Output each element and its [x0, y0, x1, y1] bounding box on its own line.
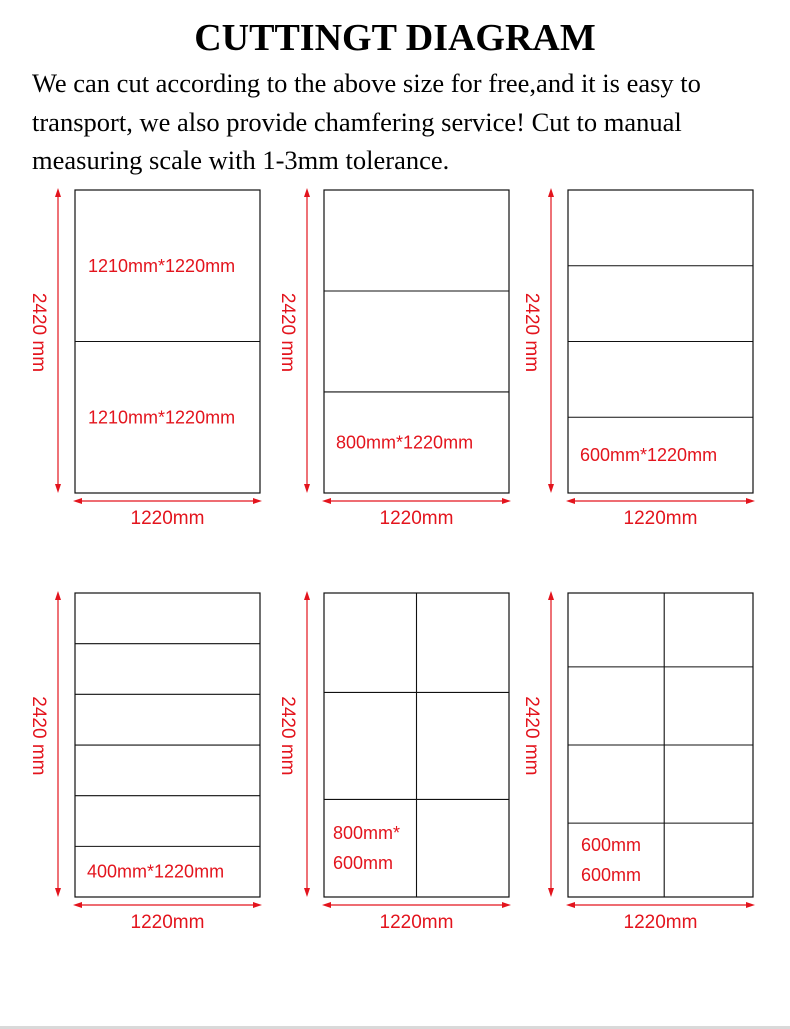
arrow-left-icon: [566, 498, 575, 504]
width-dimension-label: 1220mm: [130, 912, 205, 933]
arrow-down-icon: [55, 888, 61, 897]
arrow-down-icon: [55, 484, 61, 493]
arrow-down-icon: [304, 484, 310, 493]
arrow-down-icon: [548, 484, 554, 493]
piece-size-label: 600mm: [581, 865, 642, 886]
arrow-right-icon: [746, 498, 755, 504]
height-dimension-label: 2420 mm: [277, 292, 298, 373]
height-dimension-label: 2420 mm: [28, 292, 49, 373]
piece-size-label: 1210mm*1220mm: [88, 255, 236, 276]
piece-size-label: 600mm*1220mm: [580, 445, 718, 466]
width-dimension-label: 1220mm: [130, 508, 205, 529]
description-text: We can cut according to the above size for free,and it is easy to transport, we also provide chamfering service! Cut to manual measuring scale with 1-3mm tolerance.: [32, 68, 701, 175]
arrow-right-icon: [502, 498, 511, 504]
height-dimension-label: 2420 mm: [277, 696, 298, 776]
arrow-left-icon: [73, 902, 82, 908]
cut-panel-5: [277, 591, 511, 933]
cut-panel-3: [521, 188, 755, 529]
width-dimension-label: 1220mm: [379, 912, 454, 933]
width-dimension-label: 1220mm: [379, 508, 454, 529]
height-dimension-label: 2420 mm: [521, 292, 542, 373]
cut-panel-1: [28, 188, 262, 529]
piece-size-label: 600mm: [581, 835, 642, 856]
width-dimension-label: 1220mm: [623, 912, 698, 933]
arrow-up-icon: [548, 188, 554, 197]
height-dimension-label: 2420 mm: [28, 696, 49, 776]
arrow-left-icon: [73, 498, 82, 504]
cut-panel-4: [28, 591, 262, 933]
piece-size-label: 600mm: [333, 853, 394, 874]
arrow-down-icon: [548, 888, 554, 897]
piece-size-label: 800mm*: [333, 823, 401, 844]
cut-panel-2: [277, 188, 511, 529]
arrow-left-icon: [566, 902, 575, 908]
arrow-right-icon: [253, 902, 262, 908]
arrow-up-icon: [304, 188, 310, 197]
piece-size-label: 400mm*1220mm: [87, 861, 225, 882]
piece-size-label: 1210mm*1220mm: [88, 407, 236, 428]
arrow-down-icon: [304, 888, 310, 897]
arrow-up-icon: [304, 591, 310, 600]
arrow-up-icon: [55, 188, 61, 197]
width-dimension-label: 1220mm: [623, 508, 698, 529]
cut-panel-6: [521, 591, 755, 933]
arrow-up-icon: [55, 591, 61, 600]
arrow-left-icon: [322, 902, 331, 908]
arrow-left-icon: [322, 498, 331, 504]
arrow-right-icon: [746, 902, 755, 908]
arrow-up-icon: [548, 591, 554, 600]
piece-size-label: 800mm*1220mm: [336, 432, 474, 453]
arrow-right-icon: [502, 902, 511, 908]
height-dimension-label: 2420 mm: [521, 696, 542, 776]
arrow-right-icon: [253, 498, 262, 504]
page-title: CUTTINGT DIAGRAM: [194, 17, 596, 59]
